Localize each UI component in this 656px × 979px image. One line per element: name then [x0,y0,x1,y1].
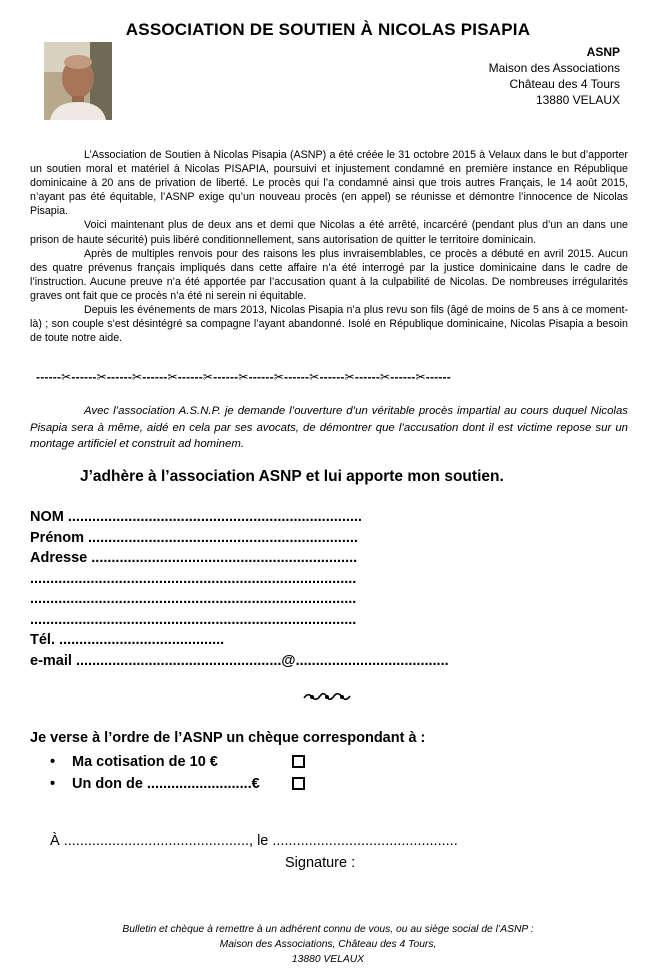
membership-form [30,507,550,671]
date-field[interactable]: .............................................. [272,833,458,849]
footer-line: Bulletin et chèque à remettre à un adhérent connu de vous, ou au siège social de l’ASNP : [122,924,534,935]
cut-here-line: ------✂------✂------✂------✂------✂------✂------✂------✂------✂------✂------✂------ [36,370,451,384]
option-don[interactable] [50,773,260,795]
paragraph: Voici maintenant plus de deux ans et demi que Nicolas a été arrêté, incarcéré (pendant plus d’un an dans une prison de haute sécurité) puis libéré conditionnellement, sans autorisation de quitter le territoire dominicain. [30,219,628,246]
option-cotisation[interactable] [50,751,260,773]
tel-label: Tél. [30,632,55,648]
paragraph: Depuis les événements de mars 2013, Nicolas Pisapia n’a plus revu son fils (âgé de moins de 5 ans à ce moment-là) ; son couple s’est désintégré sa compagne l’ayant abandonné. Isolé en République dominicaine, Nicolas Pisapia a besoin de toute notre aide. [30,304,628,345]
tel-field[interactable]: ......................................... [59,632,225,648]
date-label: , le [249,833,269,849]
place-field[interactable]: .............................................. [63,833,250,849]
email-domain-field[interactable]: ...................................... [295,652,449,669]
form-row-email[interactable] [30,651,550,672]
at-sign: @ [281,652,296,669]
bullet-icon: • [50,776,56,792]
footer-note [0,922,656,967]
place-date-row [50,833,458,849]
footer-line: Maison des Associations, Château des 4 Tours, [219,939,437,950]
place-label: À [50,833,60,849]
decorative-ornament-icon [302,690,352,704]
don-checkbox[interactable] [292,777,305,790]
nom-label: NOM [30,509,64,525]
membership-heading: J’adhère à l’association ASNP et lui apporte mon soutien. [80,468,504,485]
address-line: Château des 4 Tours [509,77,620,91]
adresse-field[interactable]: .................................................................. [91,550,358,566]
prenom-label: Prénom [30,529,84,546]
cotisation-checkbox[interactable] [292,755,305,768]
prenom-field[interactable]: ................................................................... [88,529,358,546]
paragraph: Après de multiples renvois pour des raisons les plus invraisemblables, ce procès a débuté en avril 2015. Aucun des quatre prévenus français impliqués dans cette affaire n’a été interrogé par la justice dominicaine dans le cadre de l’instruction. Aucune preuve n’a été apportée par l’accusation quant à la culpabilité de Nicolas. De nombreuses irrégularités graves ont fait que ce procès n’a été ni serein ni équitable. [30,247,628,302]
nom-field[interactable]: ......................................................................... [67,509,362,525]
paragraph: L’Association de Soutien à Nicolas Pisapia (ASNP) a été créée le 31 octobre 2015 à Velaux dans le but d’apporter un soutien moral et matériel à Nicolas PISAPIA, poursuivi et injustement condamné en première instance en République dominicaine à 20 ans de privation de liberté. Le procès qui l’a condamné ainsi que trois autres Français, le 14 août 2015, n’ayant pas été équitable, l’ASNP exige qu’un nouveau procès (en appel) se réunisse et démontre l’innocence de Nicolas Pisapia. [30,149,628,218]
address-line-field[interactable]: ................................................................................. [30,611,357,628]
association-address [489,44,620,108]
email-label: e-mail [30,652,72,669]
adresse-label: Adresse [30,550,88,566]
email-user-field[interactable]: ................................................... [75,652,282,669]
portrait-photo [44,42,112,120]
payment-options [50,751,260,795]
form-row-tel[interactable] [30,630,550,651]
address-line: ASNP [586,45,620,59]
intro-text [30,148,628,345]
payment-heading: Je verse à l’ordre de l’ASNP un chèque correspondant à : [30,730,426,746]
option-label: Ma cotisation de 10 € [72,754,218,770]
form-row-nom[interactable] [30,507,550,528]
form-row-prenom[interactable] [30,528,550,549]
address-line: 13880 VELAUX [535,93,620,107]
address-line-field[interactable]: ................................................................................. [30,570,357,587]
option-label: Un don de ..........................€ [72,776,260,792]
document-title: ASSOCIATION DE SOUTIEN À NICOLAS PISAPIA [125,20,531,39]
bullet-icon: • [50,754,56,770]
address-line: Maison des Associations [488,61,620,75]
appeal-paragraph: Avec l’association A.S.N.P. je demande l’ouverture d’un véritable procès impartial au cours duquel Nicolas Pisapia sera à même, aidé en cela par ses avocats, de démontrer que l’accusation dont il est victime repose sur un montage artificiel et construit ad hominem. [30,405,628,450]
signature-label: Signature : [285,855,356,871]
footer-line: 13880 VELAUX [291,954,365,965]
address-line-field[interactable]: ................................................................................. [30,591,357,607]
form-row-adresse[interactable] [30,548,550,569]
